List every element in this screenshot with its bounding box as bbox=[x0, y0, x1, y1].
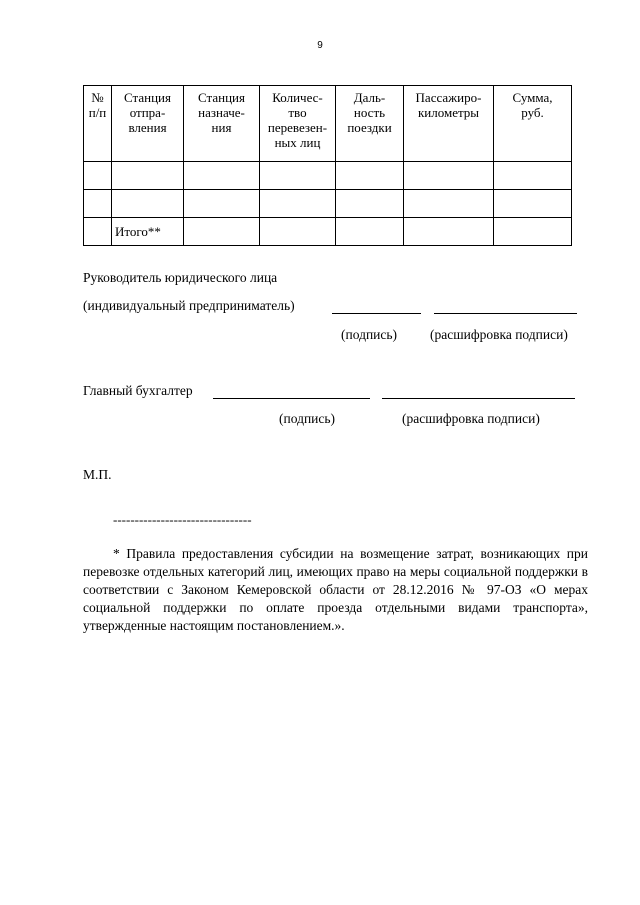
footnote-separator: -------------------------------- bbox=[113, 512, 252, 527]
table-cell bbox=[84, 190, 112, 218]
stamp-place: М.П. bbox=[83, 467, 112, 482]
table-cell bbox=[404, 162, 494, 190]
head-title-line2: (индивидуальный предприниматель) bbox=[83, 298, 295, 313]
head-signature-line bbox=[332, 313, 421, 314]
table-cell bbox=[184, 162, 260, 190]
page-number: 9 bbox=[317, 40, 323, 51]
table-row bbox=[84, 190, 572, 218]
table-cell bbox=[494, 218, 572, 246]
table-cell bbox=[336, 218, 404, 246]
table-row bbox=[84, 162, 572, 190]
table-cell bbox=[112, 162, 184, 190]
head-decoding-line bbox=[434, 313, 577, 314]
accountant-label: Главный бухгалтер bbox=[83, 383, 193, 398]
head-signature-caption: (подпись) bbox=[341, 327, 398, 342]
table-cell bbox=[84, 162, 112, 190]
header-cell-departure-station: Станция отпра- вления bbox=[112, 86, 184, 162]
header-cell-persons-count: Количес- тво перевезен- ных лиц bbox=[260, 86, 336, 162]
header-cell-distance: Даль- ность поездки bbox=[336, 86, 404, 162]
head-title-line1: Руководитель юридического лица bbox=[83, 270, 278, 285]
footnote-text: * Правила предоставления субсидии на возмещение затрат, возникающих при перевозке отдельных категорий лиц, имеющих право на меры социальной поддержки в соответствии с Законом Кемеровской области от 28.12.2016 № 97-ОЗ «О мерах социальной поддержки по оплате проезда отдельными видами транспорта», утвержденные настоящим постановлением.». bbox=[83, 546, 588, 633]
accountant-signature-line bbox=[213, 398, 370, 399]
transport-table bbox=[83, 85, 572, 246]
table-cell bbox=[260, 162, 336, 190]
accountant-signature-caption: (подпись) bbox=[279, 411, 336, 426]
table-cell bbox=[494, 190, 572, 218]
header-cell-sum: Сумма, руб. bbox=[494, 86, 572, 162]
table-cell bbox=[336, 162, 404, 190]
header-cell-destination-station: Станция назначе- ния bbox=[184, 86, 260, 162]
accountant-decoding-line bbox=[382, 398, 575, 399]
table-cell bbox=[404, 218, 494, 246]
table-total-row bbox=[84, 218, 572, 246]
table-cell bbox=[260, 218, 336, 246]
table-cell bbox=[84, 218, 112, 246]
table-cell bbox=[404, 190, 494, 218]
head-decoding-caption: (расшифровка подписи) bbox=[430, 327, 568, 342]
total-label: Итого** bbox=[112, 218, 184, 246]
table-cell bbox=[494, 162, 572, 190]
table-cell bbox=[184, 190, 260, 218]
header-cell-passenger-km: Пассажиро- километры bbox=[404, 86, 494, 162]
table-cell bbox=[112, 190, 184, 218]
table-header-row bbox=[84, 86, 572, 162]
table-cell bbox=[336, 190, 404, 218]
table-cell bbox=[260, 190, 336, 218]
table-cell bbox=[184, 218, 260, 246]
header-cell-number: № п/п bbox=[84, 86, 112, 162]
accountant-decoding-caption: (расшифровка подписи) bbox=[402, 411, 540, 426]
